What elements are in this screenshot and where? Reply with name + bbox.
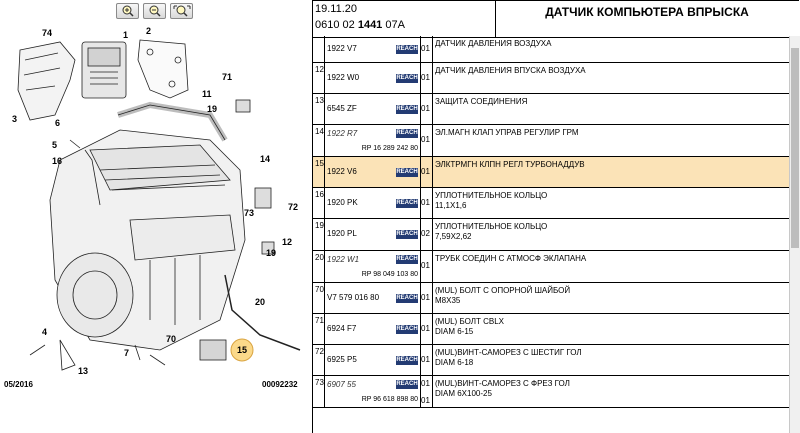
zoom-in-icon <box>121 5 135 17</box>
row-number: 14 <box>315 127 324 136</box>
quantity: 01 <box>421 104 430 113</box>
part-reference[interactable]: 6924 F7 <box>327 324 357 333</box>
quantity: 01 <box>421 44 430 53</box>
reference-cell <box>324 188 421 218</box>
row-number: 72 <box>315 347 324 356</box>
reach-badge[interactable]: REACH <box>396 326 418 332</box>
description-cell <box>432 63 799 93</box>
part-spec: DIAM 6X100-25 <box>435 389 492 398</box>
row-number: 20 <box>315 253 324 262</box>
engine-exploded-diagram <box>0 20 310 380</box>
zoom-in-button[interactable] <box>116 3 139 19</box>
callout-label: 2 <box>146 26 152 36</box>
reference-cell <box>324 63 421 93</box>
callout-label: 4 <box>42 327 48 337</box>
part-reference[interactable]: 6545 ZF <box>327 104 357 113</box>
diagram-code: 00092232 <box>262 380 298 389</box>
replacement-part: RP 96 618 898 80 <box>361 396 418 403</box>
part-reference[interactable]: V7 579 016 80 <box>327 293 380 302</box>
part-description: ЭЛ.МАГН КЛАП УПРАВ РЕГУЛИР ГРМ <box>435 128 579 137</box>
callout-label: 12 <box>282 237 293 247</box>
diagram-panel <box>0 0 310 433</box>
part-spec: 11,1X1,6 <box>435 201 467 210</box>
quantity: 01 <box>421 135 430 144</box>
part-reference[interactable]: 6925 P5 <box>327 355 357 364</box>
reach-badge[interactable]: REACH <box>396 75 418 81</box>
callout-label: 73 <box>244 208 255 218</box>
reach-badge[interactable]: REACH <box>396 295 418 301</box>
reach-badge[interactable]: REACH <box>396 169 418 175</box>
description-cell <box>432 188 799 218</box>
zoom-fit-button[interactable] <box>170 3 193 19</box>
callout-label: 16 <box>52 156 63 166</box>
callout-label: 14 <box>260 154 271 164</box>
table-row-selected[interactable] <box>313 157 799 188</box>
part-description: (MUL)ВИНТ-САМОРЕЗ С ШЕСТИГ ГОЛ <box>435 348 582 357</box>
row-number: 12 <box>315 65 324 74</box>
quantity: 01 <box>421 261 430 270</box>
part-spec: DIAM 6-18 <box>435 358 474 367</box>
part-description: ДАТЧИК ДАВЛЕНИЯ ВПУСКА ВОЗДУХА <box>435 66 586 75</box>
part-description: ЭЛКТРМГН КЛПН РЕГЛ ТУРБОНАДДУВ <box>435 160 585 169</box>
row-number: 15 <box>315 159 324 168</box>
reach-badge[interactable]: REACH <box>396 357 418 363</box>
row-number: 71 <box>315 316 324 325</box>
callout-label: 6 <box>55 118 61 128</box>
part-description: (MUL)ВИНТ-САМОРЕЗ С ФРЕЗ ГОЛ <box>435 379 570 388</box>
description-cell <box>432 36 799 62</box>
reach-badge[interactable]: REACH <box>396 46 418 52</box>
description-cell <box>432 283 799 313</box>
reference-cell <box>324 219 421 250</box>
part-reference[interactable]: 1922 W1 <box>327 255 360 264</box>
reference-cell <box>324 157 421 187</box>
reference-cell <box>324 125 421 156</box>
callout-label: 72 <box>288 202 299 212</box>
quantity: 01 <box>421 167 430 176</box>
table-row[interactable] <box>313 345 799 376</box>
reference-cell <box>324 36 421 62</box>
header-info <box>313 1 496 37</box>
description-cell <box>432 219 799 250</box>
callout-label: 7 <box>124 348 130 358</box>
description-cell <box>432 376 799 407</box>
callout-label-highlighted: 15 <box>236 345 248 355</box>
parts-list[interactable] <box>312 36 799 433</box>
callout-label: 20 <box>255 297 266 307</box>
reference-cell <box>324 251 421 282</box>
part-reference[interactable]: 1922 R7 <box>327 129 358 138</box>
quantity: 01 <box>421 293 430 302</box>
reference-cell <box>324 314 421 344</box>
row-number: 16 <box>315 190 324 199</box>
description-cell <box>432 94 799 124</box>
zoom-out-button[interactable] <box>143 3 166 19</box>
description-cell <box>432 314 799 344</box>
callout-label: 70 <box>166 334 177 344</box>
description-cell <box>432 251 799 282</box>
row-number: 19 <box>315 221 324 230</box>
row-number: 73 <box>315 378 324 387</box>
quantity: 01 <box>421 73 430 82</box>
scrollbar[interactable] <box>789 36 800 433</box>
part-reference[interactable]: 1922 V7 <box>327 44 357 53</box>
quantity: 01 <box>421 379 430 388</box>
reference-cell <box>324 283 421 313</box>
callout-label: 5 <box>52 140 58 150</box>
quantity-secondary: 01 <box>421 396 430 405</box>
callout-label: 13 <box>78 366 89 376</box>
callout-label: 19 <box>266 248 277 258</box>
callout-label: 71 <box>222 72 233 82</box>
part-description: УПЛОТНИТЕЛЬНОЕ КОЛЬЦО <box>435 191 548 200</box>
reference-cell <box>324 345 421 375</box>
header-date: 19.11.20 <box>315 3 358 15</box>
callout-label: 11 <box>202 89 212 99</box>
callout-label: 1 <box>123 30 129 40</box>
reach-badge[interactable]: REACH <box>396 256 418 262</box>
parts-panel <box>312 0 800 433</box>
diagram-toolbar <box>116 3 193 19</box>
quantity: 01 <box>421 198 430 207</box>
part-reference[interactable]: 6907 55 <box>327 380 356 389</box>
table-row[interactable] <box>313 94 799 125</box>
table-row[interactable] <box>313 36 799 63</box>
part-spec: 7,59X2,62 <box>435 232 472 241</box>
reach-badge[interactable]: REACH <box>396 381 418 387</box>
row-number: 13 <box>315 96 324 105</box>
part-description: (MUL) БОЛТ CBLX <box>435 317 504 326</box>
zoom-out-icon <box>148 5 162 17</box>
part-spec: DIAM 6-15 <box>435 327 474 336</box>
table-row[interactable] <box>313 314 799 345</box>
part-spec: M8X35 <box>435 296 461 305</box>
reach-badge[interactable]: REACH <box>396 106 418 112</box>
part-reference[interactable]: 1922 V6 <box>327 167 357 176</box>
reach-badge[interactable]: REACH <box>396 231 418 237</box>
description-cell <box>432 345 799 375</box>
table-row[interactable] <box>313 376 799 408</box>
table-row[interactable] <box>313 125 799 157</box>
table-row[interactable] <box>313 283 799 314</box>
diagram-date: 05/2016 <box>4 380 33 389</box>
part-reference[interactable]: 1920 PL <box>327 229 357 238</box>
table-row[interactable] <box>313 63 799 94</box>
scrollbar-thumb[interactable] <box>791 48 799 248</box>
table-row[interactable] <box>313 219 799 251</box>
quantity: 01 <box>421 355 430 364</box>
header-code: 0610 02 1441 07A <box>315 19 405 31</box>
reach-badge[interactable]: REACH <box>396 130 418 136</box>
callout-label: 74 <box>42 28 53 38</box>
quantity: 01 <box>421 324 430 333</box>
reference-cell <box>324 376 421 407</box>
parts-header <box>312 0 799 38</box>
zoom-fit-icon <box>173 5 191 17</box>
replacement-part: RP 98 049 103 80 <box>361 271 418 278</box>
callout-label: 19 <box>207 104 218 114</box>
table-row[interactable] <box>313 188 799 219</box>
part-description: ТРУБК СОЕДИН С АТМОСФ ЭКЛАПАНА <box>435 254 587 263</box>
part-description: (MUL) БОЛТ С ОПОРНОЙ ШАЙБОЙ <box>435 286 571 295</box>
quantity: 02 <box>421 229 430 238</box>
page-title: ДАТЧИК КОМПЬЮТЕРА ВПРЫСКА <box>545 5 749 19</box>
part-reference[interactable]: 1922 W0 <box>327 73 360 82</box>
part-description: ДАТЧИК ДАВЛЕНИЯ ВОЗДУХА <box>435 39 552 48</box>
part-description: ЗАЩИТА СОЕДИНЕНИЯ <box>435 97 528 106</box>
reference-cell <box>324 94 421 124</box>
part-description: УПЛОТНИТЕЛЬНОЕ КОЛЬЦО <box>435 222 548 231</box>
part-reference[interactable]: 1920 PK <box>327 198 358 207</box>
description-cell <box>432 125 799 156</box>
reach-badge[interactable]: REACH <box>396 200 418 206</box>
callout-label: 3 <box>12 114 18 124</box>
replacement-part: RP 16 289 242 80 <box>361 145 418 152</box>
description-cell <box>432 157 799 187</box>
row-number: 70 <box>315 285 324 294</box>
table-row[interactable] <box>313 251 799 283</box>
